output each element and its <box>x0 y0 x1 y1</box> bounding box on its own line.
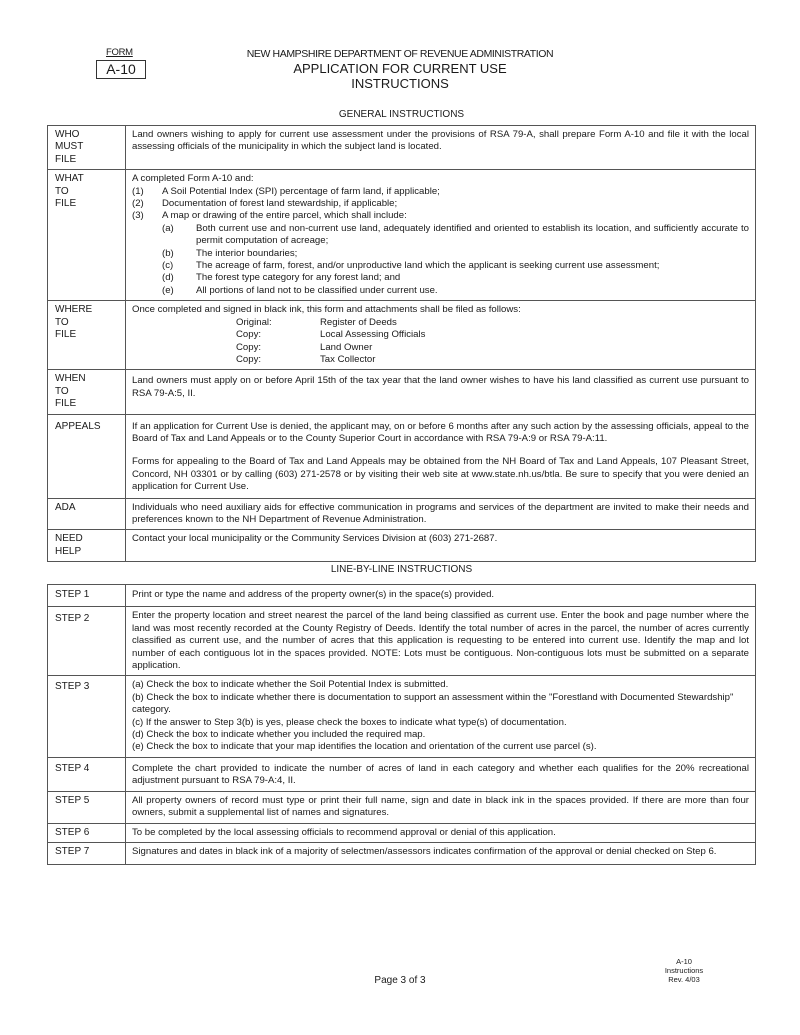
step-label: STEP 4 <box>48 757 126 791</box>
step-5-row <box>48 791 756 823</box>
step-3-row <box>48 676 756 757</box>
item-number: (b) <box>162 247 174 259</box>
step-sub-item: (a) Check the box to indicate whether the Soil Potential Index is submitted. <box>132 679 449 691</box>
step-6-row <box>48 823 756 842</box>
item-text: The interior boundaries; <box>196 247 298 259</box>
what-to-file-row <box>48 170 756 301</box>
list-item <box>162 285 749 297</box>
item-number: (3) <box>132 210 144 222</box>
step-sub-item: (e) Check the box to indicate that your map identifies the location and orientation of the current use parcel (s). <box>132 741 597 753</box>
step-label: STEP 3 <box>48 676 126 757</box>
step-label: STEP 5 <box>48 791 126 823</box>
label-line: TO <box>55 185 69 197</box>
label-line: NEED <box>55 533 83 545</box>
row-label <box>48 301 126 370</box>
where-to-file-text <box>126 301 756 370</box>
list-item <box>132 210 749 222</box>
page-subtitle: INSTRUCTIONS <box>351 76 449 91</box>
ada-text: Individuals who need auxiliary aids for effective communication in programs and services of the department are invited to make their needs and preferences known to the NH Department of Revenue Administration. <box>126 498 756 530</box>
list-item <box>132 198 749 210</box>
filing-copy-type: Copy: <box>236 353 262 365</box>
revision-form: A-10 <box>676 957 692 966</box>
who-must-file-row <box>48 126 756 170</box>
what-intro: A completed Form A-10 and: <box>132 173 254 185</box>
filing-row <box>132 354 749 366</box>
page-number: Page 3 of 3 <box>374 975 426 986</box>
step-text: Signatures and dates in black ink of a majority of selectmen/assessors indicates confirmation of the approval or denial checked on Step 6. <box>126 842 756 864</box>
general-instructions-table <box>47 125 756 562</box>
item-number: (e) <box>162 284 174 296</box>
where-to-file-row <box>48 301 756 370</box>
ada-row <box>48 498 756 530</box>
revision-date: Rev. 4/03 <box>668 975 700 984</box>
item-number: (d) <box>162 272 174 284</box>
filing-copy-type: Original: <box>236 316 272 328</box>
what-to-file-text <box>126 170 756 301</box>
page-title: APPLICATION FOR CURRENT USE <box>293 61 507 76</box>
step-label: STEP 7 <box>48 842 126 864</box>
row-label <box>48 170 126 301</box>
item-number: (2) <box>132 198 144 210</box>
who-must-file-text: Land owners wishing to apply for current use assessment under the provisions of RSA 79-A, shall prepare Form A-10 and file it with the local assessing officials of the municipality in which the subject land is located. <box>126 126 756 170</box>
item-text: All portions of land not to be classified under current use. <box>196 284 438 296</box>
list-item <box>132 186 749 198</box>
label-line: WHERE <box>55 304 93 316</box>
filing-recipient: Land Owner <box>320 341 373 353</box>
step-sub-item: (b) Check the box to indicate whether there is documentation to support an assessment within the "Forestland with Documented Stewardship" category. <box>132 691 734 716</box>
step-label: STEP 1 <box>48 585 126 607</box>
step-7-row <box>48 842 756 864</box>
need-help-row <box>48 530 756 562</box>
list-item <box>162 272 749 284</box>
step-label: STEP 6 <box>48 823 126 842</box>
appeals-forms-paragraph: Forms for appealing to the Board of Tax and Land Appeals may be obtained from the NH Board of Tax and Land Appeals, 107 Pleasant Street, Concord, NH 03301 or by calling (603) 271-2578 or by visiting their web site at www.state.nh.us/btla. Be sure to specify that you were denied an application for Current Use. <box>132 456 749 493</box>
when-to-file-text: Land owners must apply on or before April 15th of the tax year that the land owner wishes to have his land classified as current use pursuant to RSA 79-A:5, II. <box>126 370 756 414</box>
list-item <box>162 260 749 272</box>
label-line: FILE <box>55 198 77 210</box>
item-text: A map or drawing of the entire parcel, which shall include: <box>162 210 407 222</box>
step-4-row <box>48 757 756 791</box>
filing-row <box>132 342 749 354</box>
step-text: Enter the property location and street nearest the parcel of the land being classified as current use. Enter the book and page number where the land was most recently recorded at the County Registry of Deeds. Identify the total number of acres in the parcel, the number of acres currently classified as current use, and the number of acres that this application is requesting to be entered into current use. Identify the map and lot number of each contiguous lot in the spaces provided. NOTE: Lots must be contiguous. Non-contiguous lots must be submitted on a separate application. <box>126 607 756 676</box>
row-label: ADA <box>48 498 126 530</box>
step-text: Print or type the name and address of the property owner(s) in the space(s) provided. <box>126 585 756 607</box>
appeals-text <box>126 414 756 498</box>
filing-copy-type: Copy: <box>236 329 262 341</box>
label-line: FILE <box>55 329 77 341</box>
filing-row <box>132 317 749 329</box>
step-sub-item: (c) If the answer to Step 3(b) is yes, please check the boxes to indicate what type(s) of documentation. <box>132 716 567 728</box>
item-text: The forest type category for any forest land; and <box>196 272 401 284</box>
row-label <box>48 370 126 414</box>
step-1-row <box>48 585 756 607</box>
step-text: To be completed by the local assessing officials to recommend approval or denial of this application. <box>126 823 756 842</box>
form-label: FORM <box>106 47 133 58</box>
appeals-row <box>48 414 756 498</box>
line-by-line-heading: LINE-BY-LINE INSTRUCTIONS <box>330 564 473 575</box>
label-line: TO <box>55 316 69 328</box>
label-line: TO <box>55 385 69 397</box>
general-instructions-heading: GENERAL INSTRUCTIONS <box>338 109 465 120</box>
label-line: WHEN <box>55 373 86 385</box>
row-label: APPEALS <box>48 414 126 498</box>
sub-list <box>132 223 749 297</box>
label-line: FILE <box>55 153 77 165</box>
revision-note <box>650 957 718 984</box>
step-text: All property owners of record must type or print their full name, sign and date in black ink in the spaces provided. If there are more than four owners, submit a supplemental list of names and signatures. <box>126 791 756 823</box>
item-text: Both current use and non-current use land, adequately identified and oriented to establish its location, and sufficiently accurate to permit computation of acreage; <box>196 222 749 247</box>
filing-row <box>132 329 749 341</box>
label-line: MUST <box>55 141 84 153</box>
filing-recipient: Tax Collector <box>320 353 376 365</box>
item-number: (a) <box>162 222 174 234</box>
item-number: (1) <box>132 185 144 197</box>
appeals-paragraph: If an application for Current Use is denied, the applicant may, on or before 6 months after any such action by the assessing officials, appeal to the Board of Tax and Land Appeals or to the County Superior Court in accordance with RSA 79-A:9 or RSA 79-A:11. <box>132 420 749 444</box>
filing-recipient: Register of Deeds <box>320 316 397 328</box>
row-label <box>48 126 126 170</box>
when-to-file-row <box>48 370 756 414</box>
step-2-row <box>48 607 756 676</box>
label-line: FILE <box>55 398 77 410</box>
list-item <box>162 223 749 248</box>
item-text: The acreage of farm, forest, and/or unproductive land which the applicant is seeking current use assessment; <box>196 260 660 272</box>
where-intro: Once completed and signed in black ink, this form and attachments shall be filed as follows: <box>132 304 521 316</box>
label-line: WHO <box>55 129 80 140</box>
line-by-line-table <box>47 584 756 865</box>
label-line: HELP <box>55 545 82 557</box>
need-help-text: Contact your local municipality or the Community Services Division at (603) 271-2687. <box>126 530 756 562</box>
department-name: NEW HAMPSHIRE DEPARTMENT OF REVENUE ADMINISTRATION <box>246 48 554 60</box>
step-text <box>126 676 756 757</box>
step-text: Complete the chart provided to indicate the number of acres of land in each category and whether each qualifies for the 20% recreational adjustment pursuant to RSA 79-A:4, II. <box>126 757 756 791</box>
item-text: Documentation of forest land stewardship, if applicable; <box>162 198 398 210</box>
form-number-box: A-10 <box>96 60 146 79</box>
item-number: (c) <box>162 260 174 272</box>
row-label <box>48 530 126 562</box>
step-label: STEP 2 <box>48 607 126 676</box>
step-sub-item: (d) Check the box to indicate whether you included the required map. <box>132 729 426 741</box>
item-text: A Soil Potential Index (SPI) percentage of farm land, if applicable; <box>162 185 440 197</box>
revision-type: Instructions <box>664 966 704 975</box>
label-line: WHAT <box>55 173 84 185</box>
list-item <box>162 248 749 260</box>
filing-recipient: Local Assessing Officials <box>320 329 426 341</box>
filing-copy-type: Copy: <box>236 341 262 353</box>
